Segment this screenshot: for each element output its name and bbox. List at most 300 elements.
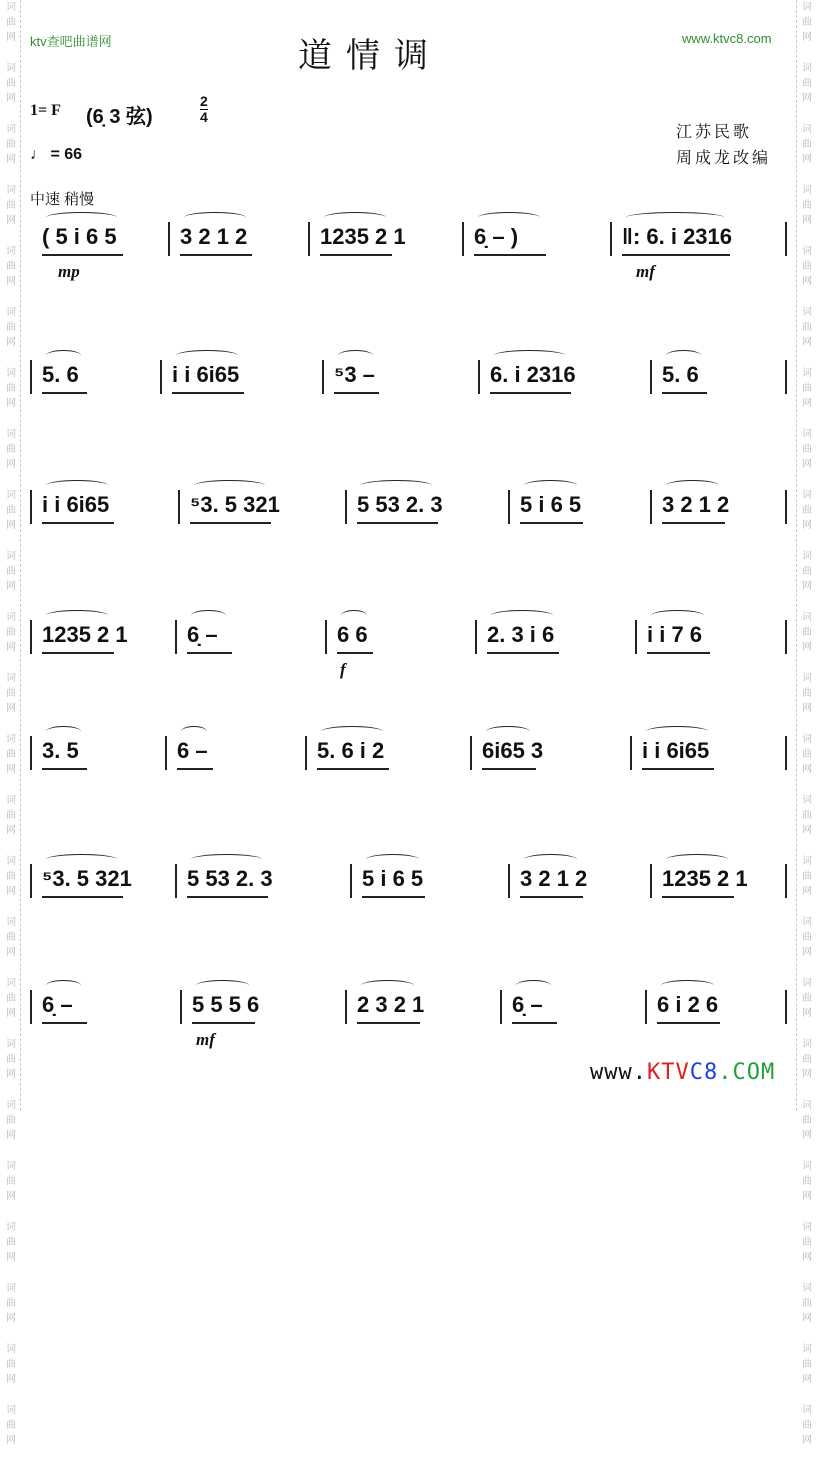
watermark-char: 曲: [802, 78, 812, 89]
watermark-char: 词: [802, 2, 812, 13]
measure: ⁵3. 5 321: [42, 866, 132, 891]
measure: 6̣ –: [42, 992, 73, 1017]
watermark-char: 词: [802, 1161, 812, 1172]
barline: [168, 222, 170, 256]
slur: [478, 212, 540, 223]
watermark-char: 网: [6, 642, 16, 653]
dynamic-marking: mf: [636, 262, 655, 281]
watermark-char: 词: [802, 795, 812, 806]
watermark-char: 曲: [6, 1054, 16, 1065]
barline: [785, 360, 787, 394]
measure: 3 2 1 2: [520, 866, 588, 891]
beam-underline: [190, 522, 271, 524]
watermark-char: 曲: [6, 749, 16, 760]
barline: [635, 620, 637, 654]
watermark-char: 曲: [6, 322, 16, 333]
measure: 5 i 6 5: [520, 492, 582, 517]
watermark-char: 词: [6, 246, 16, 257]
slur: [46, 726, 81, 737]
watermark-char: 曲: [6, 261, 16, 272]
beam-underline: [520, 522, 583, 524]
measure: 6̣ –: [512, 992, 543, 1017]
footer-ktv: KTV: [646, 1060, 690, 1085]
watermark-char: 网: [6, 215, 16, 226]
watermark-char: 网: [802, 1374, 812, 1385]
measure: 6 –: [177, 738, 208, 763]
watermark-char: 网: [6, 1313, 16, 1324]
beam-underline: [482, 768, 536, 770]
watermark-char: 网: [6, 459, 16, 470]
origin: 江苏民歌: [676, 124, 753, 141]
watermark-char: 曲: [6, 810, 16, 821]
watermark-char: 曲: [802, 444, 812, 455]
measure: 5. 6: [42, 362, 79, 387]
watermark-char: 词: [6, 1039, 16, 1050]
barline: [325, 620, 327, 654]
watermark-char: 词: [802, 185, 812, 196]
tempo-marking: ♩ = 66: [30, 146, 83, 163]
watermark-char: 词: [6, 978, 16, 989]
watermark-char: 曲: [802, 139, 812, 150]
watermark-char: 词: [802, 673, 812, 684]
watermark-char: 曲: [6, 1237, 16, 1248]
watermark-char: 曲: [6, 1359, 16, 1370]
measure: 6i65 3: [482, 738, 544, 763]
watermark-char: 曲: [6, 1176, 16, 1187]
slur: [341, 610, 367, 621]
watermark-char: 曲: [6, 444, 16, 455]
watermark-char: 词: [6, 1161, 16, 1172]
watermark-char: 曲: [802, 688, 812, 699]
barline: [462, 222, 464, 256]
slur: [491, 610, 553, 621]
watermark-char: 网: [802, 886, 812, 897]
barline: [305, 736, 307, 770]
watermark-char: 词: [6, 185, 16, 196]
beam-underline: [42, 652, 114, 654]
score-row: [0, 478, 760, 558]
watermark-char: 词: [802, 246, 812, 257]
watermark-right: [796, 0, 817, 1446]
watermark-char: 曲: [6, 139, 16, 150]
watermark-char: 网: [802, 459, 812, 470]
barline: [650, 490, 652, 524]
slur: [46, 980, 81, 991]
watermark-char: 词: [802, 124, 812, 135]
credits: [676, 120, 771, 172]
watermark-char: 词: [6, 1405, 16, 1416]
beam-underline: [642, 768, 714, 770]
score-row: [0, 978, 760, 1058]
barline: [30, 360, 32, 394]
watermark-char: 网: [802, 215, 812, 226]
slur: [361, 980, 414, 991]
beam-underline: [192, 1022, 255, 1024]
beam-underline: [662, 392, 707, 394]
watermark-char: 词: [802, 1039, 812, 1050]
measure: 2. 3 i 6: [487, 622, 555, 647]
slur: [524, 480, 577, 491]
measure: 6 6: [337, 622, 368, 647]
measure: 5 i 6 5: [362, 866, 424, 891]
footer-www: www.: [590, 1060, 647, 1085]
beam-underline: [490, 392, 571, 394]
barline: [345, 990, 347, 1024]
watermark-char: 曲: [6, 627, 16, 638]
barline: [785, 864, 787, 898]
beam-underline: [487, 652, 559, 654]
barline: [785, 490, 787, 524]
watermark-char: 词: [802, 1100, 812, 1111]
watermark-char: 网: [802, 520, 812, 531]
watermark-char: 曲: [802, 1359, 812, 1370]
watermark-char: 词: [802, 1405, 812, 1416]
barline: [345, 490, 347, 524]
watermark-char: 词: [6, 917, 16, 928]
measure: 6̣ –: [187, 622, 218, 647]
watermark-char: 曲: [802, 566, 812, 577]
slur: [651, 610, 704, 621]
beam-underline: [317, 768, 389, 770]
watermark-char: 曲: [802, 932, 812, 943]
watermark-char: 曲: [6, 688, 16, 699]
watermark-char: 网: [6, 886, 16, 897]
dynamic-marking: mf: [196, 1030, 215, 1049]
measure: 5 53 2. 3: [357, 492, 443, 517]
watermark-char: 曲: [6, 932, 16, 943]
watermark-char: 词: [6, 734, 16, 745]
watermark-char: 词: [6, 551, 16, 562]
time-sig-top: 2: [200, 93, 208, 109]
barline: [160, 360, 162, 394]
watermark-char: 词: [6, 1283, 16, 1294]
watermark-char: 曲: [802, 1176, 812, 1187]
watermark-char: 网: [6, 1008, 16, 1019]
watermark-char: 网: [802, 32, 812, 43]
slur: [516, 980, 551, 991]
watermark-char: 网: [802, 825, 812, 836]
watermark-char: 曲: [802, 505, 812, 516]
watermark-char: 网: [6, 154, 16, 165]
slur: [321, 726, 383, 737]
beam-underline: [662, 522, 725, 524]
slur: [191, 854, 262, 865]
beam-underline: [42, 768, 87, 770]
watermark-char: 网: [802, 1191, 812, 1202]
watermark-char: 网: [6, 703, 16, 714]
watermark-char: 词: [802, 1283, 812, 1294]
watermark-char: 网: [802, 947, 812, 958]
watermark-char: 网: [6, 520, 16, 531]
measure: 6 i 2 6: [657, 992, 719, 1017]
watermark-char: 词: [6, 2, 16, 13]
speed-marking: 中速 稍慢: [30, 191, 95, 208]
string-tuning: (6̣ 3 弦): [86, 106, 153, 128]
barline: [645, 990, 647, 1024]
slur: [196, 980, 249, 991]
watermark-char: 网: [6, 764, 16, 775]
barline: [785, 990, 787, 1024]
watermark-char: 网: [802, 337, 812, 348]
watermark-char: 网: [802, 703, 812, 714]
measure: 3 2 1 2: [180, 224, 248, 249]
watermark-char: 网: [802, 764, 812, 775]
watermark-char: 词: [802, 63, 812, 74]
measure: i i 6i65: [642, 738, 710, 763]
watermark-char: 曲: [6, 200, 16, 211]
watermark-char: 网: [6, 581, 16, 592]
watermark-char: 曲: [6, 993, 16, 1004]
watermark-char: 词: [802, 429, 812, 440]
beam-underline: [187, 652, 232, 654]
measure: 5 5 5 6: [192, 992, 260, 1017]
barline: [785, 736, 787, 770]
watermark-char: 网: [802, 276, 812, 287]
watermark-char: 词: [6, 856, 16, 867]
barline: [308, 222, 310, 256]
slur: [666, 480, 719, 491]
watermark-char: 词: [802, 368, 812, 379]
barline: [178, 490, 180, 524]
barline: [350, 864, 352, 898]
watermark-char: 曲: [6, 871, 16, 882]
slur: [666, 350, 701, 361]
barline: [610, 222, 612, 256]
barline: [508, 864, 510, 898]
watermark-char: 网: [6, 276, 16, 287]
measure: i i 7 6: [647, 622, 703, 647]
slur: [366, 854, 419, 865]
watermark-char: 曲: [802, 1237, 812, 1248]
watermark-char: 曲: [6, 1420, 16, 1431]
watermark-char: 网: [6, 1435, 16, 1446]
watermark-char: 网: [6, 947, 16, 958]
beam-underline: [357, 522, 438, 524]
measure: 6. i 2316: [490, 362, 576, 387]
dynamic-marking: f: [340, 660, 346, 679]
watermark-char: 曲: [802, 383, 812, 394]
beam-underline: [42, 392, 87, 394]
slur: [46, 610, 108, 621]
watermark-char: 曲: [6, 566, 16, 577]
watermark-char: 网: [802, 398, 812, 409]
watermark-char: 曲: [802, 200, 812, 211]
barline: [30, 990, 32, 1024]
footer-c8: C8: [689, 1060, 719, 1085]
watermark-char: 词: [802, 612, 812, 623]
beam-underline: [42, 254, 123, 256]
watermark-char: 词: [802, 1222, 812, 1233]
beam-underline: [334, 392, 379, 394]
beam-underline: [177, 768, 213, 770]
score-row: [0, 852, 760, 932]
slur: [191, 610, 226, 621]
watermark-char: 词: [802, 551, 812, 562]
slur: [194, 480, 265, 491]
watermark-char: 网: [6, 1130, 16, 1141]
watermark-char: 网: [802, 1069, 812, 1080]
watermark-char: 曲: [802, 261, 812, 272]
watermark-char: 词: [6, 368, 16, 379]
watermark-char: 曲: [6, 1298, 16, 1309]
beam-underline: [512, 1022, 557, 1024]
slur: [176, 350, 238, 361]
watermark-char: 网: [802, 1252, 812, 1263]
measure: 5. 6: [662, 362, 699, 387]
beam-underline: [647, 652, 710, 654]
barline: [180, 990, 182, 1024]
watermark-char: 词: [802, 1344, 812, 1355]
watermark-char: 网: [6, 398, 16, 409]
watermark-char: 曲: [6, 17, 16, 28]
time-sig-bottom: 4: [200, 109, 208, 125]
watermark-char: 曲: [802, 627, 812, 638]
score-row: [0, 608, 760, 688]
watermark-char: 曲: [802, 1054, 812, 1065]
barline: [650, 864, 652, 898]
watermark-char: 网: [6, 1069, 16, 1080]
slur: [661, 980, 714, 991]
watermark-char: 网: [802, 1435, 812, 1446]
measure: i i 6i65: [172, 362, 240, 387]
barline: [475, 620, 477, 654]
barline: [785, 222, 787, 256]
beam-underline: [520, 896, 583, 898]
measure: ( 5 i 6 5: [42, 224, 117, 249]
watermark-char: 曲: [802, 1115, 812, 1126]
watermark-char: 词: [6, 673, 16, 684]
watermark-char: 词: [802, 978, 812, 989]
beam-underline: [657, 1022, 720, 1024]
slur: [646, 726, 708, 737]
key-signature: 1= F: [30, 102, 61, 119]
slur: [324, 212, 386, 223]
barline: [30, 620, 32, 654]
slur: [46, 350, 81, 361]
site-url-right[interactable]: www.ktvc8.com: [682, 31, 772, 46]
watermark-char: 词: [6, 612, 16, 623]
watermark-char: 曲: [802, 322, 812, 333]
barline: [165, 736, 167, 770]
watermark-char: 曲: [6, 1115, 16, 1126]
watermark-char: 曲: [802, 1298, 812, 1309]
beam-underline: [180, 254, 252, 256]
time-signature: [200, 94, 208, 125]
score-row: [0, 348, 760, 428]
slur: [46, 212, 117, 223]
barline: [30, 864, 32, 898]
slur: [524, 854, 577, 865]
measure: 3 2 1 2: [662, 492, 730, 517]
watermark-char: 网: [6, 1374, 16, 1385]
watermark-char: 词: [802, 917, 812, 928]
site-name-left[interactable]: ktv查吧曲谱网: [30, 34, 112, 49]
dynamic-marking: mp: [58, 262, 80, 281]
slur: [338, 350, 373, 361]
slur: [494, 350, 565, 361]
slur: [486, 726, 530, 737]
barline: [650, 360, 652, 394]
score-row: [0, 210, 760, 290]
watermark-char: 词: [6, 63, 16, 74]
beam-underline: [337, 652, 373, 654]
watermark-char: 词: [6, 1100, 16, 1111]
watermark-char: 网: [6, 825, 16, 836]
barline: [322, 360, 324, 394]
barline: [470, 736, 472, 770]
slur: [626, 212, 724, 223]
measure: 5 53 2. 3: [187, 866, 273, 891]
slur: [181, 726, 207, 737]
watermark-char: 网: [6, 1252, 16, 1263]
beam-underline: [172, 392, 244, 394]
watermark-char: 词: [802, 490, 812, 501]
watermark-char: 词: [6, 429, 16, 440]
watermark-char: 词: [6, 795, 16, 806]
watermark-char: 网: [802, 642, 812, 653]
footer-com: .COM: [718, 1060, 776, 1085]
measure: 6̣ – ): [474, 224, 519, 249]
beam-underline: [662, 896, 734, 898]
watermark-char: 词: [802, 856, 812, 867]
arranger: 周成龙改编: [676, 150, 772, 167]
score-row: [0, 724, 760, 804]
watermark-char: 网: [802, 1313, 812, 1324]
watermark-char: 词: [6, 124, 16, 135]
watermark-char: 曲: [802, 749, 812, 760]
watermark-char: 曲: [802, 17, 812, 28]
measure: 2 3 2 1: [357, 992, 425, 1017]
measure: i i 6i65: [42, 492, 110, 517]
watermark-char: 曲: [6, 383, 16, 394]
slur: [666, 854, 728, 865]
watermark-char: 曲: [6, 505, 16, 516]
beam-underline: [42, 896, 123, 898]
measure: 3. 5: [42, 738, 79, 763]
measure: 1235 2 1: [320, 224, 406, 249]
beam-underline: [474, 254, 546, 256]
watermark-char: 词: [802, 307, 812, 318]
watermark-char: 词: [802, 734, 812, 745]
beam-underline: [187, 896, 268, 898]
watermark-char: 曲: [802, 993, 812, 1004]
beam-underline: [42, 522, 114, 524]
watermark-char: 曲: [802, 1420, 812, 1431]
measure: ⁵3. 5 321: [190, 492, 280, 517]
beam-underline: [357, 1022, 420, 1024]
barline: [785, 620, 787, 654]
slur: [361, 480, 432, 491]
barline: [500, 990, 502, 1024]
watermark-char: 网: [6, 1191, 16, 1202]
watermark-char: 网: [6, 337, 16, 348]
barline: [175, 864, 177, 898]
footer-logo[interactable]: [590, 1060, 775, 1085]
watermark-char: 曲: [6, 78, 16, 89]
beam-underline: [42, 1022, 87, 1024]
watermark-char: 词: [6, 490, 16, 501]
watermark-char: 曲: [802, 810, 812, 821]
barline: [630, 736, 632, 770]
watermark-char: 网: [802, 93, 812, 104]
beam-underline: [320, 254, 392, 256]
watermark-char: 网: [802, 581, 812, 592]
measure: 1235 2 1: [662, 866, 748, 891]
measure: 1235 2 1: [42, 622, 128, 647]
barline: [30, 736, 32, 770]
page-title: 道情调: [298, 36, 442, 76]
beam-underline: [362, 896, 425, 898]
